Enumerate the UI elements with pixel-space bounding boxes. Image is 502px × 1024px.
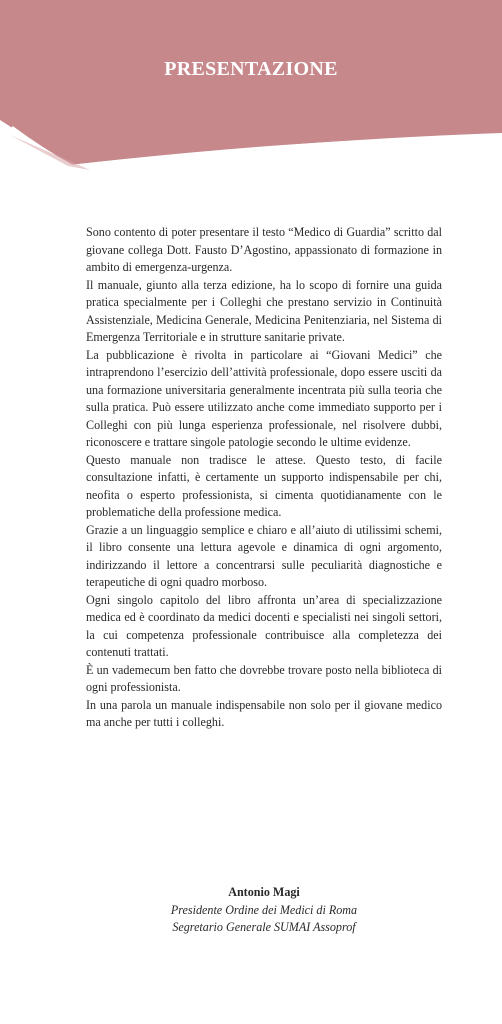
paragraph: Ogni singolo capitolo del libro affronta un’area di specializzazione medica ed è coordinato da medici docenti e specialisti nei singoli settori, la cui competenza professionale contribuisce alla completezza dei contenuti trattati. [86, 592, 442, 659]
paragraph: Il manuale, giunto alla terza edizione, ha lo scopo di fornire una guida pratica specialmente per i Colleghi che prestano servizio in Continuità Assistenziale, Medicina Generale, Medicina Penitenziaria, nel Sistema di Emergenza Territoriale e in strutture sanitarie private. [86, 277, 442, 344]
paragraph: La pubblicazione è rivolta in particolare ai “Giovani Medici” che intraprendono l’esercizio dell’attività professionale, dopo essere usciti da una formazione universitaria generalmente incentrata più sulla teoria che sulla pratica. Può essere utilizzato anche come immediato supporto per i Colleghi con più lunga esperienza professionale, nel risolvere dubbi, riconoscere e trattare singole patologie secondo le ultime evidenze. [86, 347, 442, 449]
page-title: PRESENTAZIONE [164, 58, 338, 80]
signature-block [86, 884, 442, 937]
header-band [0, 0, 502, 200]
signatory-name: Antonio Magi [228, 885, 300, 899]
paragraph: Questo manuale non tradisce le attese. Questo testo, di facile consultazione infatti, è certamente un supporto indispensabile per chi, neofita o esperto professionista, si cimenta quotidianamente con le problematiche della professione medica. [86, 452, 442, 519]
presentation-body [86, 224, 442, 732]
paragraph: Sono contento di poter presentare il testo “Medico di Guardia” scritto dal giovane collega Dott. Fausto D’Agostino, appassionato di formazione in ambito di emergenza-urgenza. [86, 225, 442, 274]
signatory-role: Presidente Ordine dei Medici di Roma [170, 902, 358, 917]
paragraph: In una parola un manuale indispensabile non solo per il giovane medico ma anche per tutti i colleghi. [86, 697, 442, 729]
header-band-shape [0, 0, 502, 200]
paragraph: Grazie a un linguaggio semplice e chiaro e all’aiuto di utilissimi schemi, il libro consente una lettura agevole e dinamica di ogni argomento, indirizzando il lettore a concentrarsi sulle peculiarità diagnostiche e terapeutiche di ogni quadro morboso. [86, 522, 442, 589]
paragraph: È un vademecum ben fatto che dovrebbe trovare posto nella biblioteca di ogni professionista. [86, 662, 442, 694]
signatory-role: Segretario Generale SUMAI Assoprof [172, 920, 356, 934]
